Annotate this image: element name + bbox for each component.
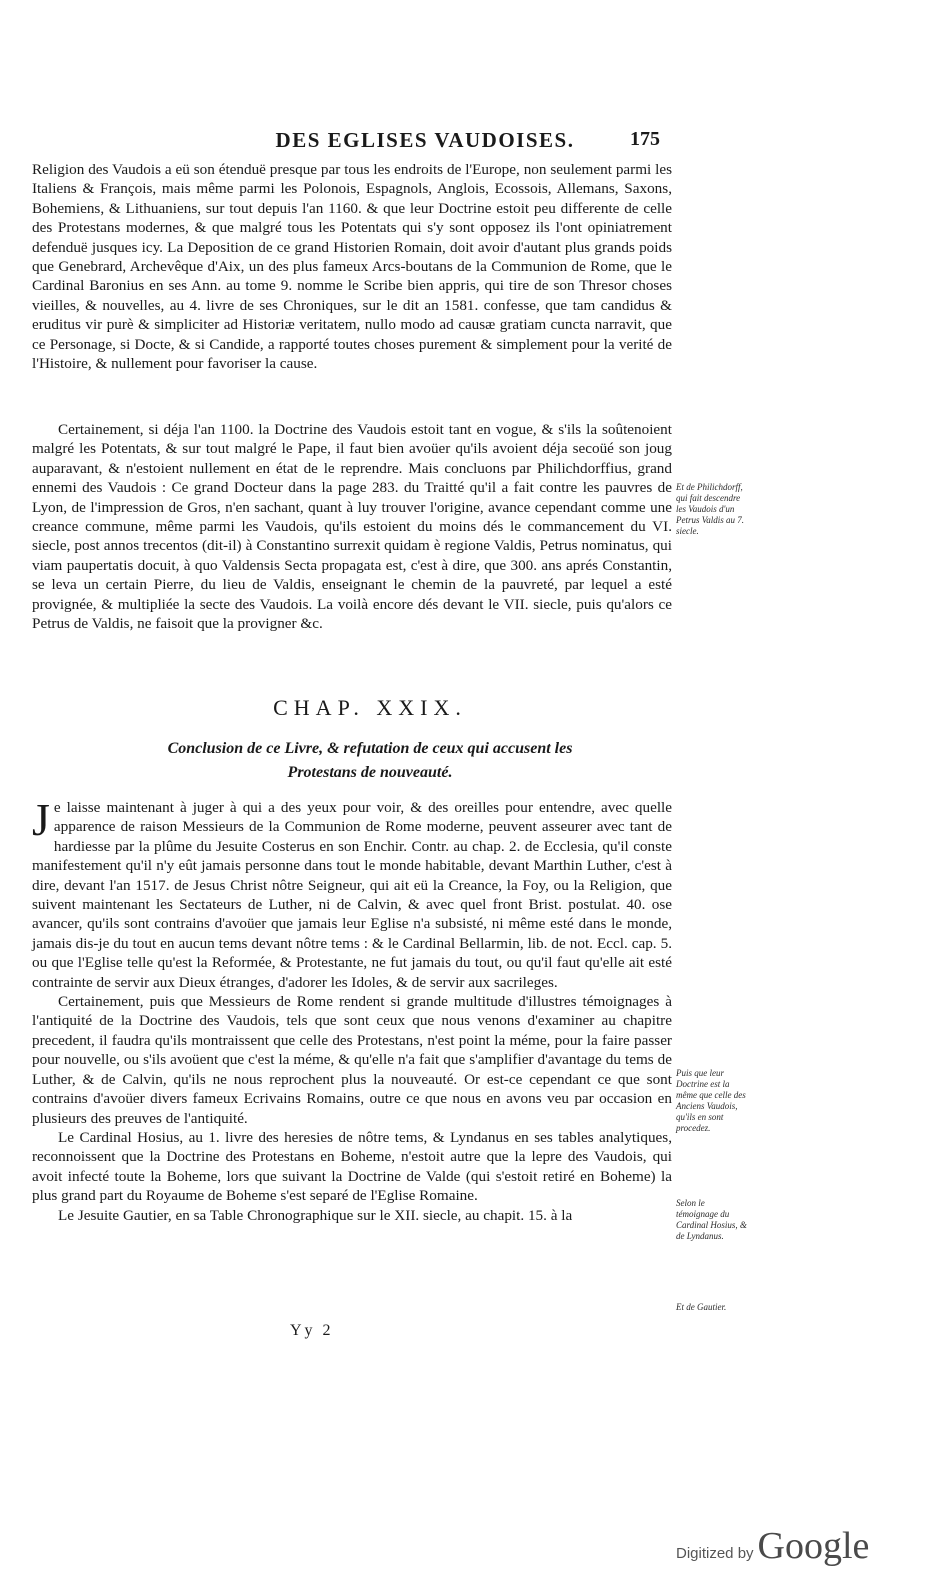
paragraph-je-laisse: [32, 794, 672, 992]
dropcap-letter: J: [32, 794, 50, 845]
paragraph-je-laisse-text: e laisse maintenant à juger à qui a des yeux pour voir, & des oreilles pour entendre, avec quelle apparence de raison Messieurs de la Communion de Rome moderne, peuvent asseurer avec tant de hardiesse par la plûme du Jesuite Costerus en son Enchir. Contr. au chap. 2. de Ecclesia, qu'il conste manifestement qu'il n'y eût jamais personne dans tout le monde habitable, devant Marthin Luther, c'est à dire, devant l'an 1517. de Jesus Christ nôtre Seigneur, qui ait eü la Creance, la Foy, ou la Religion, que suivent maintenant les Sectateurs de Luther, ni de Calvin, & avec quel front Brist. postulat. 40. ose avancer, qu'ils sont contrains d'avoüer que jamais leur Eglise n'a subsisté, ni même esté dans le monde, jamais dis-je du tout en aucun tems devant nôtre tems : & le Cardinal Bellarmin, lib. de not. Eccl. cap. 5. ou que l'Eglise telle qu'est la Reformée, & Protestante, ne fut jamais du tout, ou qu'il faut qu'elle ait esté contrainte de servir aux Dieux étranges, d'adorer les Idoles, & de servir aux sacrileges.: [32, 799, 672, 991]
digitized-watermark: [676, 1524, 869, 1568]
paragraph-gautier: Le Jesuite Gautier, en sa Table Chronographique sur le XII. siecle, au chapit. 15. à la: [58, 1206, 573, 1224]
watermark-prefix: Digitized by: [676, 1545, 754, 1562]
chapter-subtitle-line1: Conclusion de ce Livre, & refutation de ceux qui accusent les: [167, 740, 573, 757]
watermark-logo: Google: [757, 1525, 870, 1567]
paragraph-certainement: Certainement, si déja l'an 1100. la Doctrine des Vaudois estoit tant en vogue, & s'ils la soûtenoient malgré les Potentats, & sur tout malgré le Pape, il faut bien avoüer qu'ils avoient déja secoüé son joug auparavant, & n'estoient nullement en état de le reprendre. Mais concluons par Philichdorffius, grand ennemi des Vaudois : Ce grand Docteur dans la page 283. du Traitté qu'il a fait contre les pauvres de Lyon, de l'impression de Gros, n'en sachant, quant à luy trouver l'origine, avance cependant comme une creance commune, même parmi les Vaudois, qu'ils estoient du moins dés le commancement du VI. siecle, post annos trecentos (dit-il) à Constantino surrexit quidam è regione Valdis, Petrus nominatus, qui viam paupertatis docuit, à quo Valdensis Secta propagata est, c'est à dire, que 300. ans aprés Constantin, se leva un certain Pierre, du lieu de Valdis, enseignant le chemin de la pauvreté, par lequel a esté provignée, & multipliée la secte des Vaudois. La voilà encore dés devant le VII. siecle, puis qu'alors ce Petrus de Valdis, ne faisoit que la provigner &c.: [32, 421, 672, 633]
margin-note-doctrine: Puis que leur Doctrine est la même que celle des Anciens Vaudois, qu'ils en sont procedez.: [676, 1068, 746, 1133]
text-block-second: [32, 420, 672, 633]
chapter-subtitle-line2: Protestans de nouveauté.: [287, 764, 453, 781]
page-number: 175: [630, 128, 660, 150]
running-title: DES EGLISES VAUDOISES.: [275, 128, 575, 152]
margin-note-philichdorff: Et de Philichdorff, qui fait descendre les Vaudois d'un Petrus Valdis au 7. siecle.: [676, 482, 745, 536]
text-block-chapter: [32, 794, 672, 1225]
text-block-opening: [32, 160, 672, 373]
margin-note-gautier: Et de Gautier.: [676, 1302, 727, 1312]
chapter-subtitle: [90, 737, 650, 785]
signature-mark: Yy 2: [290, 1322, 334, 1339]
paragraph-hosius: Le Cardinal Hosius, au 1. livre des heresies de nôtre tems, & Lyndanus en ses tables analytiques, reconnoissent que la Doctrine des Protestans en Boheme, n'estoit autre que la lepre des Vaudois, qui avoit infecté toute la Boheme, lors que suivant la Doctrine de Valde (qui s'estoit retiré en Boheme) la plus grand part du Royaume de Boheme s'est separé de l'Eglise Romaine.: [32, 1128, 672, 1205]
paragraph-continued: Religion des Vaudois a eü son étenduë presque par tous les endroits de l'Europe, non seulement parmi les Italiens & François, mais même parmi les Polonois, Espagnols, Anglois, Ecossois, Allemans, Saxons, Bohemiens, & Lithuaniens, sur tout depuis l'an 1160. & que leur Doctrine estoit peu differente de celle des Protestans modernes, & que malgré tous les Potentats qui s'y sont opposez ils l'ont opiniatrement defenduë jusques icy. La Deposition de ce grand Historien Romain, doit avoir d'autant plus grands poids que Genebrard, Archevêque d'Aix, un des plus fameux Arcs-boutans de la Communion de Rome, que le Cardinal Baronius en ses Ann. au tome 9. nomme le Scribe bien appris, qui tire de son Thresor choses vieilles, & nouvelles, au 4. livre de ses Chroniques, sur le dit an 1581. confesse, que tam candidus & eruditus vir purè & simpliciter ad Historiæ veritatem, nullo modo ad causæ gratiam cuncta narravit, que ce Personage, si Docte, & si Candide, a rapporté toutes choses purement & simplement pour la verité de l'Histoire, & nullement pour favoriser la cause.: [32, 161, 672, 373]
paragraph-certainement-2: Certainement, puis que Messieurs de Rome rendent si grande multitude d'illustres témoignages à l'antiquité de la Doctrine des Vaudois, tels que sont ceux que nous venons d'examiner au chapitre precedent, il faudra qu'ils montraissent que celle des Protestans, n'est point la méme, pour la faire passer pour nouvelle, ou s'ils avoüent que c'est la méme, & qu'elle n'a fait que s'amplifier d'avantage du tems de Luther, & de Calvin, qu'ils ne nous reprochent plus la nouveauté. Or est-ce cependant ce que sont contrains d'avoüer divers fameux Ecrivains Romains, outre ce que nous en avons veu par occasion en plusieurs des preuves de l'antiquité.: [32, 993, 672, 1127]
margin-note-hosius: Selon le témoignage du Cardinal Hosius, & de Lyndanus.: [676, 1198, 747, 1241]
chapter-title: CHAP. XXIX.: [273, 695, 467, 720]
